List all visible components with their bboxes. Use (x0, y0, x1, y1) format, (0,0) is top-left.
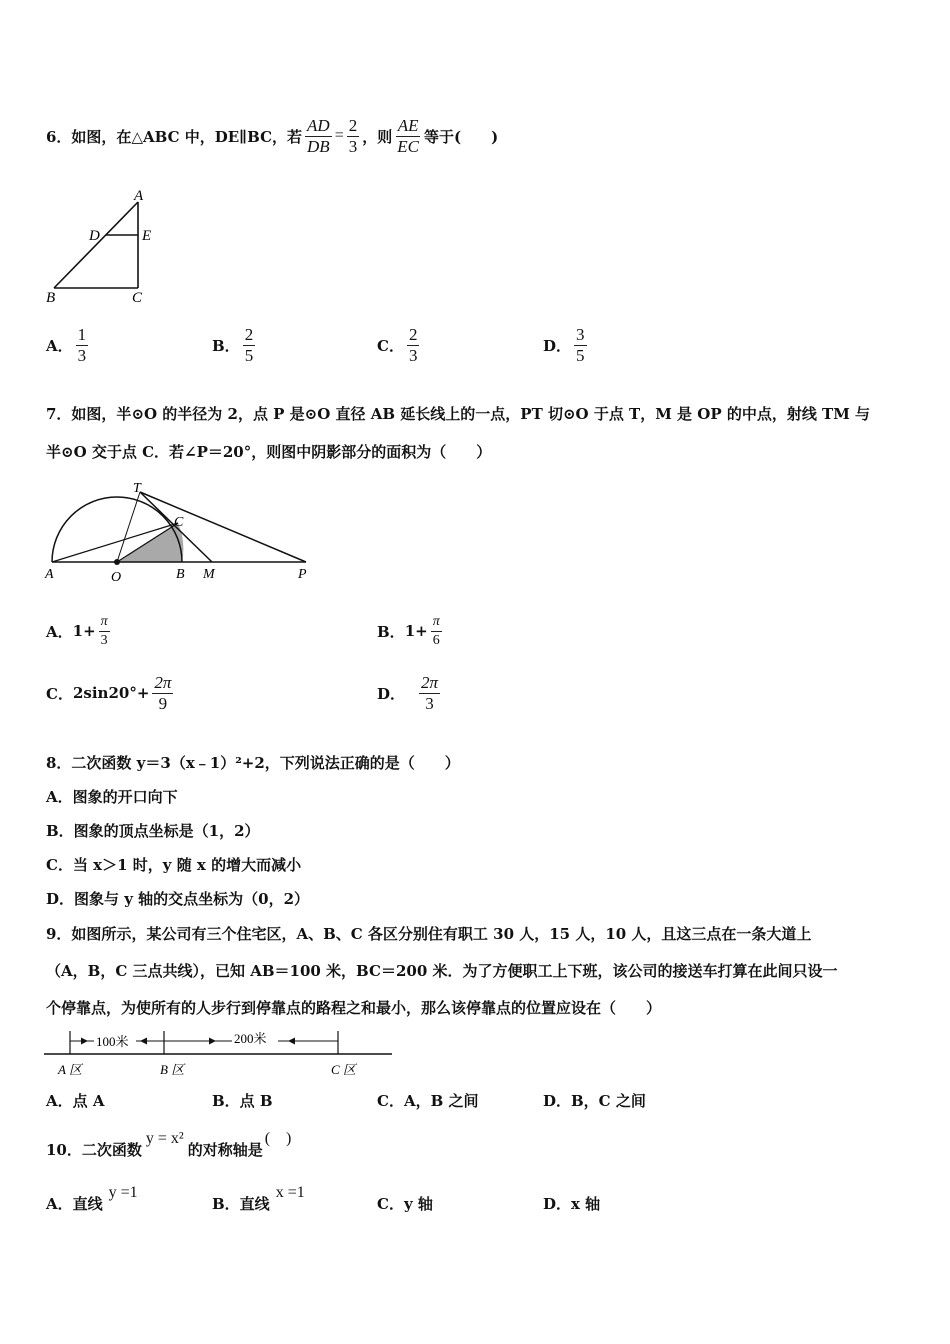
q6-fraction-ae-ec: $\frac{AE}{EC}$ (397, 115, 419, 156)
q8-option-c[interactable]: C．当 x＞1 时，y 随 x 的增大而减小 (46, 856, 302, 874)
q6-equals: = (334, 127, 344, 144)
q9-arrow-left-1 (140, 1038, 147, 1045)
q10-option-c[interactable]: C．y 轴 (377, 1195, 433, 1213)
q7-label-o: O (111, 570, 122, 585)
q10-paren: ( ) (264, 1130, 292, 1147)
q7-stem-line2: 半⊙O 交于点 C．若∠P＝20°，则图中阴影部分的面积为（ ） (46, 443, 492, 461)
q7-option-d[interactable]: D． $\frac{2\pi}{3}$ (377, 672, 439, 713)
q6-label-d: D (89, 228, 100, 244)
q8-option-b[interactable]: B．图象的顶点坐标是（1，2） (46, 822, 260, 840)
q9-stem-line3: 个停靠点，为使所有的人步行到停靠点的路程之和最小，那么该停靠点的位置应设在（ ） (46, 999, 662, 1017)
q6-prefix: 6．如图，在△ABC 中，DE∥BC，若 (46, 127, 303, 146)
q9-option-a[interactable]: A．点 A (46, 1092, 105, 1110)
q8-option-d[interactable]: D．图象与 y 轴的交点坐标为（0，2） (46, 890, 310, 908)
q6-label-e: E (142, 228, 152, 244)
q9-label-c-zone: C 区 (331, 1062, 356, 1077)
q9-label-b-zone: B 区 (160, 1062, 185, 1077)
q7-label-b: B (176, 567, 185, 582)
q6-option-c[interactable]: C． $\frac{2}{3}$ (377, 324, 418, 365)
q7-label-t: T (133, 481, 141, 496)
q6-then: ，则 (362, 127, 393, 146)
q7-semicircle-figure (40, 478, 320, 586)
q9-arrow-left-2 (288, 1038, 295, 1045)
q7-option-b[interactable]: B． 1+ $\frac{\pi}{6}$ (377, 613, 440, 648)
q9-stem-line1: 9．如图所示，某公司有三个住宅区，A、B、C 各区分别住有职工 30 人，15 人，10 人，且这三点在一条大道上 (46, 925, 812, 943)
q9-option-c[interactable]: C．A，B 之间 (377, 1092, 479, 1110)
q9-label-a-zone: A 区 (58, 1062, 82, 1077)
q6-stem (46, 108, 498, 164)
q9-option-b[interactable]: B．点 B (212, 1092, 273, 1110)
q6-option-d[interactable]: D． $\frac{3}{5}$ (543, 324, 585, 365)
q10-stem: 10．二次函数 y = x² 的对称轴是 ( ) (46, 1126, 291, 1160)
q6-option-a[interactable]: A． $\frac{1}{3}$ (46, 324, 87, 365)
q7-center-dot (114, 559, 120, 565)
q9-label-100m: 100米 (96, 1034, 129, 1049)
q10-option-a[interactable]: A．直线 y =1 (46, 1184, 138, 1213)
q9-option-d[interactable]: D．B，C 之间 (543, 1092, 646, 1110)
q7-label-c: C (174, 515, 184, 530)
q7-label-a: A (45, 567, 54, 582)
q8-option-a[interactable]: A．图象的开口向下 (46, 788, 178, 806)
q6-label-b: B (46, 290, 56, 306)
q9-label-200m: 200米 (234, 1031, 267, 1046)
q6-label-a: A (134, 188, 144, 204)
q9-stem-line2: （A，B，C 三点共线），已知 AB＝100 米，BC＝200 米．为了方便职工上下班，该公司的接送车打算在此间只设一 (46, 962, 838, 980)
q10-option-d[interactable]: D．x 轴 (543, 1195, 601, 1213)
q8-stem: 8．二次函数 y＝3（x﹣1）²+2，下列说法正确的是（ ） (46, 754, 460, 772)
q10-option-b[interactable]: B．直线 x =1 (212, 1184, 305, 1213)
q6-suffix: 等于( ) (423, 127, 499, 146)
q7-label-m: M (203, 567, 215, 582)
q9-arrow-right-2 (209, 1038, 216, 1045)
q7-stem-line1: 7．如图，半⊙O 的半径为 2，点 P 是⊙O 直径 AB 延长线上的一点，PT 切⊙O 于点 T，M 是 OP 的中点，射线 TM 与 (46, 405, 871, 423)
q7-label-p: P (298, 567, 307, 582)
q7-option-a[interactable]: A． 1+ $\frac{\pi}{3}$ (46, 613, 108, 648)
q7-option-c[interactable]: C． 2sin20°+ $\frac{2\pi}{9}$ (46, 672, 172, 713)
q6-triangle-figure (40, 182, 170, 307)
q6-label-c: C (132, 290, 143, 306)
q6-fraction-2-3: $\frac{2}{3}$ (348, 115, 358, 156)
q6-option-b[interactable]: B． $\frac{2}{5}$ (212, 324, 254, 365)
q6-side-ab (54, 202, 138, 288)
q10-formula: y = x² (145, 1130, 184, 1147)
q9-road-figure (44, 1026, 396, 1082)
q9-arrow-right-1 (81, 1038, 88, 1045)
q6-fraction-ad-db: $\frac{AD}{DB}$ (307, 115, 330, 156)
